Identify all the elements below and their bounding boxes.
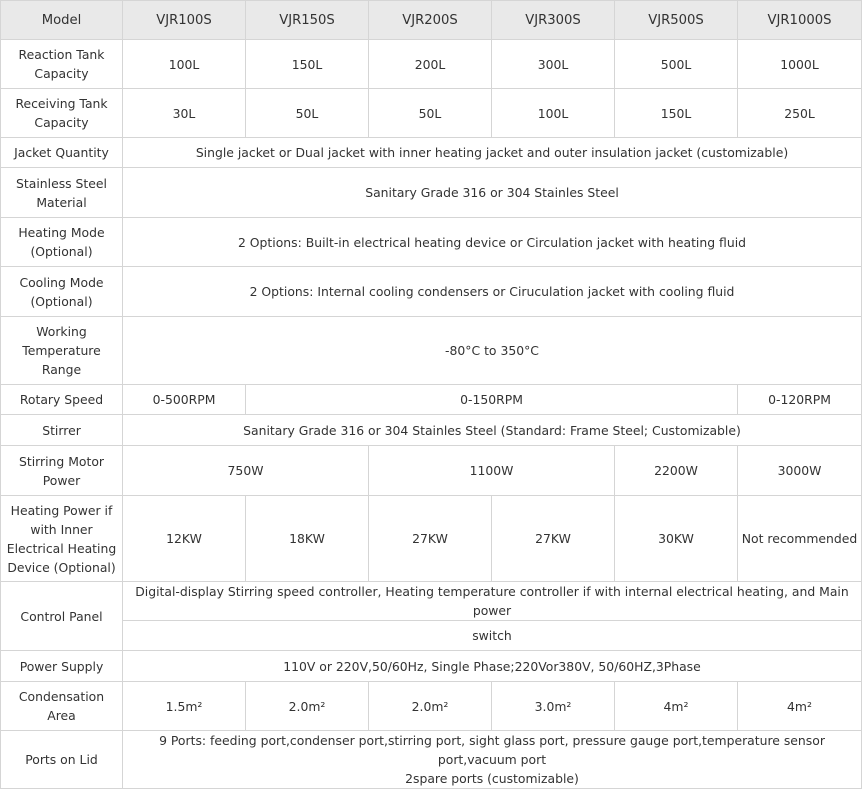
ports-line-1: 9 Ports: feeding port,condenser port,stirring port, sight glass port, pressure gauge port,temperature sensor port,vacuum port [159,733,825,767]
model-header-vjr300s: VJR300S [492,1,615,40]
table-cell: 300L [492,40,615,89]
table-cell: 3.0m² [492,682,615,731]
table-cell: 250L [738,89,862,138]
model-header-vjr1000s: VJR1000S [738,1,862,40]
ports-line-2: 2spare ports (customizable) [405,771,579,786]
model-header: Model [1,1,123,40]
row-label: Working Temperature Range [1,317,123,385]
table-cell: 1100W [369,446,615,496]
condensation-area-row [1,682,862,731]
row-label: Receiving Tank Capacity [1,89,123,138]
table-cell: 30KW [615,496,738,582]
table-cell: switch [123,621,862,651]
table-cell: 18KW [246,496,369,582]
row-label: Stainless Steel Material [1,168,123,218]
reaction-tank-row [1,40,862,89]
header-row [1,1,862,40]
table-cell: 2 Options: Built-in electrical heating device or Circulation jacket with heating fluid [123,218,862,267]
table-cell: 0-500RPM [123,385,246,415]
table-cell: -80°C to 350°C [123,317,862,385]
table-cell: 150L [246,40,369,89]
stainless-steel-row [1,168,862,218]
table-cell: 0-150RPM [246,385,738,415]
heating-power-row [1,496,862,582]
table-cell: 1000L [738,40,862,89]
row-label: Reaction Tank Capacity [1,40,123,89]
row-label: Condensation Area [1,682,123,731]
table-cell: Sanitary Grade 316 or 304 Stainles Steel (Standard: Frame Steel; Customizable) [123,415,862,446]
table-cell: 4m² [738,682,862,731]
table-cell [123,731,862,789]
table-cell: 0-120RPM [738,385,862,415]
table-cell: 27KW [369,496,492,582]
model-header-vjr150s: VJR150S [246,1,369,40]
table-cell: Not recommended [738,496,862,582]
receiving-tank-row [1,89,862,138]
row-label: Heating Mode (Optional) [1,218,123,267]
table-cell: Sanitary Grade 316 or 304 Stainles Steel [123,168,862,218]
row-label: Rotary Speed [1,385,123,415]
table-cell: 50L [246,89,369,138]
table-cell: 12KW [123,496,246,582]
row-label: Control Panel [1,582,123,651]
row-label: Ports on Lid [1,731,123,789]
control-panel-row-1 [1,582,862,621]
table-cell: 2 Options: Internal cooling condensers or Ciruculation jacket with cooling fluid [123,267,862,317]
table-cell: 50L [369,89,492,138]
table-cell: 2.0m² [246,682,369,731]
cooling-mode-row [1,267,862,317]
table-cell: 27KW [492,496,615,582]
row-label: Cooling Mode (Optional) [1,267,123,317]
table-cell: 100L [123,40,246,89]
ports-on-lid-row [1,731,862,789]
table-cell: 100L [492,89,615,138]
table-cell: Digital-display Stirring speed controller, Heating temperature controller if with internal electrical heating, and Main power [123,582,862,621]
rotary-speed-row [1,385,862,415]
table-cell: 2.0m² [369,682,492,731]
model-header-vjr200s: VJR200S [369,1,492,40]
table-cell: 3000W [738,446,862,496]
row-label: Stirring Motor Power [1,446,123,496]
working-temperature-row [1,317,862,385]
row-label: Power Supply [1,651,123,682]
table-cell: 2200W [615,446,738,496]
table-cell: 110V or 220V,50/60Hz, Single Phase;220Vor380V, 50/60HZ,3Phase [123,651,862,682]
power-supply-row [1,651,862,682]
row-label: Stirrer [1,415,123,446]
stirring-motor-row [1,446,862,496]
row-label: Heating Power if with Inner Electrical Heating Device (Optional) [1,496,123,582]
table-cell: 200L [369,40,492,89]
table-cell: 4m² [615,682,738,731]
table-cell: 500L [615,40,738,89]
table-cell: Single jacket or Dual jacket with inner heating jacket and outer insulation jacket (customizable) [123,138,862,168]
table-cell: 750W [123,446,369,496]
table-cell: 150L [615,89,738,138]
table-cell: 1.5m² [123,682,246,731]
table-cell: 30L [123,89,246,138]
jacket-quantity-row [1,138,862,168]
row-label: Jacket Quantity [1,138,123,168]
stirrer-row [1,415,862,446]
model-header-vjr500s: VJR500S [615,1,738,40]
model-header-vjr100s: VJR100S [123,1,246,40]
control-panel-row-2 [1,621,862,651]
heating-mode-row [1,218,862,267]
